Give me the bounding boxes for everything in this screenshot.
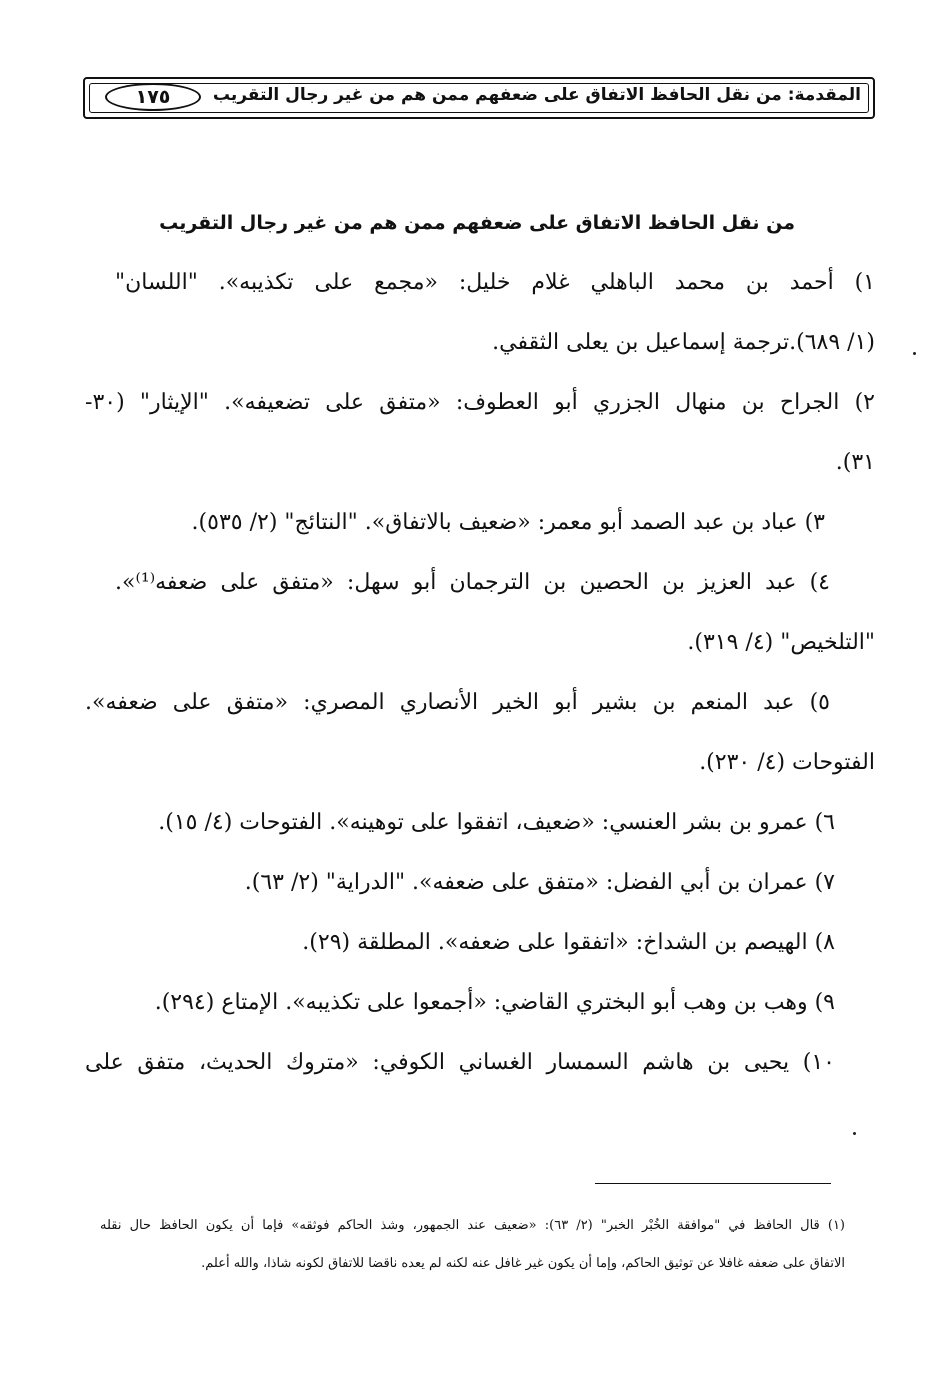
entry-line-5: ٣) عباد بن عبد الصمد أبو معمر: «ضعيف بالاتفاق». "النتائج" (٢/ ٥٣٥). bbox=[191, 510, 825, 535]
entry-line-10: ٦) عمرو بن بشر العنسي: «ضعيف، اتفقوا على توهينه». الفتوحات (٤/ ١٥). bbox=[158, 810, 835, 835]
footnote-line-1: (١) قال الحافظ في "موافقة الخُبْر الخبر" (٢/ ٦٣): «ضعيف عند الجمهور، وشذ الحاكم فوثقه» فإما أن يكون الحافظ حال نقله bbox=[100, 1218, 845, 1233]
entry-line-1: ١) أحمد بن محمد الباهلي غلام خليل: «مجمع على تكذيبه». "اللسان" bbox=[115, 270, 875, 295]
entry-line-12: ٨) الهيصم بن الشداخ: «اتفقوا على ضعفه». المطلقة (٢٩). bbox=[302, 930, 835, 955]
entry-line-4: ٣١). bbox=[835, 450, 875, 475]
entry-line-13: ٩) وهب بن وهب أبو البختري القاضي: «أجمعوا على تكذيبه». الإمتاع (٢٩٤). bbox=[154, 990, 835, 1015]
section-title: من نقل الحافظ الاتفاق على ضعفهم ممن هم من غير رجال التقريب bbox=[159, 212, 795, 234]
entry-line-11: ٧) عمران بن أبي الفضل: «متفق على ضعفه». "الدراية" (٢/ ٦٣). bbox=[244, 870, 835, 895]
scan-speck bbox=[853, 1132, 856, 1135]
entry-line-6: ٤) عبد العزيز بن الحصين بن الترجمان أبو سهل: «متفق على ضعفه⁽¹⁾». bbox=[115, 570, 830, 595]
entry-line-7: "التلخيص" (٤/ ٣١٩). bbox=[687, 630, 875, 655]
page-header bbox=[83, 77, 875, 119]
entry-line-2: (١/ ٦٨٩).ترجمة إسماعيل بن يعلى الثقفي. bbox=[492, 330, 875, 355]
entry-line-9: الفتوحات (٤/ ٢٣٠). bbox=[699, 750, 875, 775]
entry-line-8: ٥) عبد المنعم بن بشير أبو الخير الأنصاري المصري: «متفق على ضعفه». bbox=[85, 690, 830, 715]
footnote-separator bbox=[595, 1183, 831, 1184]
scan-speck bbox=[913, 352, 916, 355]
entry-line-3: ٢) الجراح بن منهال الجزري أبو العطوف: «متفق على تضعيفه». "الإيثار" (٣٠- bbox=[85, 390, 875, 415]
entry-line-14: ١٠) يحيى بن هاشم السمسار الغساني الكوفي: «متروك الحديث، متفق على bbox=[85, 1050, 835, 1075]
page-number: ١٧٥ bbox=[105, 83, 201, 111]
running-header-title: المقدمة: من نقل الحافظ الاتفاق على ضعفهم ممن هم من غير رجال التقريب bbox=[212, 85, 861, 105]
footnote-line-2: الاتفاق على ضعفه غافلا عن توثيق الحاكم، وإما أن يكون غير غافل عنه لكنه لم يعده ناقضا للاتفاق لكونه شاذا، والله أعلم. bbox=[201, 1256, 845, 1271]
